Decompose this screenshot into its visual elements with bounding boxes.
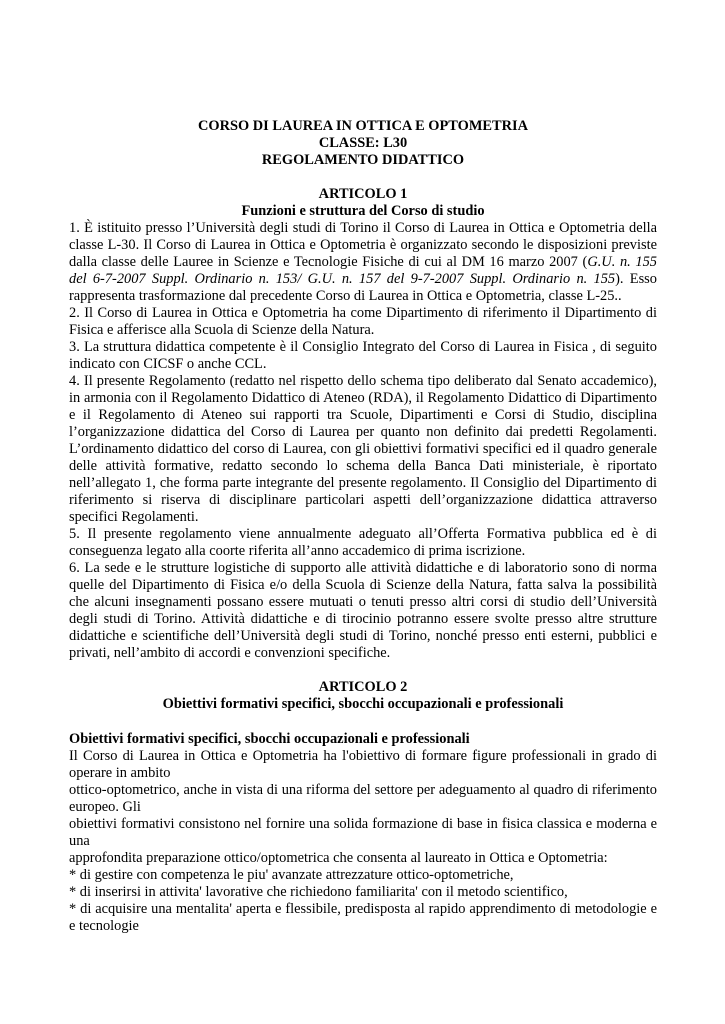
article-1-paragraph-5: 5. Il presente regolamento viene annualmente adeguato all’Offerta Formativa pubblica ed è di conseguenza legato alla coorte riferita all’anno accademico di prima iscrizione. xyxy=(69,526,657,559)
article-2-number: ARTICOLO 2 xyxy=(318,679,408,695)
document-page xyxy=(69,118,657,935)
article-1-paragraph-2: 2. Il Corso di Laurea in Ottica e Optometria ha come Dipartimento di riferimento il Dipartimento di Fisica e afferisce alla Scuola di Scienze della Natura. xyxy=(69,305,657,338)
article-1-paragraph-3: 3. La struttura didattica competente è il Consiglio Integrato del Corso di Laurea in Fisica , di seguito indicato con CICSF o anche CCL. xyxy=(69,339,657,372)
article-1-p1-citation: G.U. n. 155 del 6-7-2007 Suppl. Ordinario n. 153/ G.U. n. 157 del 9-7-2007 Suppl. Ordinario n. 155 xyxy=(69,254,657,287)
article-2-line-3: obiettivi formativi consistono nel fornire una solida formazione di base in fisica classica e moderna e una xyxy=(69,816,657,849)
article-2-bullet-2: * di inserirsi in attivita' lavorative che richiedono familiarita' con il metodo scientifico, xyxy=(69,884,568,900)
article-2-bullet-1: * di gestire con competenza le piu' avanzate attrezzature ottico-optometriche, xyxy=(69,867,514,883)
document-title: REGOLAMENTO DIDATTICO xyxy=(261,152,465,168)
article-2-subheading: Obiettivi formativi specifici, sbocchi occupazionali e professionali xyxy=(69,731,470,747)
article-1-title: Funzioni e struttura del Corso di studio xyxy=(241,203,485,219)
article-2-line-4: approfondita preparazione ottico/optometrica che consenta al laureato in Ottica e Optometria: xyxy=(69,850,608,866)
article-1-p1-text-a: 1. È istituito presso l’Università degli studi di Torino il Corso di Laurea in Ottica e Optometria della classe L-30. Il Corso di Laurea in Ottica e Optometria è organizzato secondo le disposizioni previste dalla classe delle Lauree in Scienze e Tecnologie Fisiche di cui al DM 16 marzo 2007 ( xyxy=(69,220,657,270)
article-2-line-1: Il Corso di Laurea in Ottica e Optometria ha l'obiettivo di formare figure professionali in grado di operare in ambito xyxy=(69,748,657,781)
article-2-title: Obiettivi formativi specifici, sbocchi occupazionali e professionali xyxy=(162,696,564,712)
article-2-line-2: ottico-optometrico, anche in vista di una riforma del settore per adeguamento al quadro di riferimento europeo. Gli xyxy=(69,782,657,815)
article-1-paragraph-4: 4. Il presente Regolamento (redatto nel rispetto dello schema tipo deliberato dal Senato accademico), in armonia con il Regolamento Didattico di Ateneo (RDA), il Regolamento Didattico di Dipartimento e il Regolamento di Ateneo sui rapporti tra Scuole, Dipartimenti e Corsi di Studio, disciplina l’organizzazione didattica del Corso di Laurea per quanto non definito dai predetti Regolamenti. L’ordinamento didattico del corso di Laurea, con gli obiettivi formativi specifici ed il quadro generale delle attività formative, redatto secondo lo schema della Banca Dati ministeriale, è riportato nell’allegato 1, che forma parte integrante del presente regolamento. Il Consiglio del Dipartimento di riferimento si riserva di disciplinare particolari aspetti dell’organizzazione didattica attraverso specifici Regolamenti. xyxy=(69,373,657,525)
article-1-paragraph-6: 6. La sede e le strutture logistiche di supporto alle attività didattiche e di laboratorio sono di norma quelle del Dipartimento di Fisica e/o della Scuola di Scienze della Natura, fatta salva la possibilità che alcuni insegnamenti possano essere mutuati o tenuti presso altri corsi di studio dell’Università degli studi di Torino. Attività didattiche e di tirocinio potranno essere svolte presso altre strutture didattiche e scientifiche dell’Università degli studi di Torino, nonché presso enti esterni, pubblici e privati, nell’ambito di accordi e convenzioni specifiche. xyxy=(69,560,657,661)
article-1-number: ARTICOLO 1 xyxy=(318,186,408,202)
course-class: CLASSE: L30 xyxy=(318,135,408,151)
article-1-p1-text-b: ). Esso rappresenta trasformazione dal precedente Corso di Laurea in Ottica e Optometria, classe L-25.. xyxy=(69,271,657,304)
course-title: CORSO DI LAUREA IN OTTICA E OPTOMETRIA xyxy=(198,118,528,134)
article-1-paragraph-1 xyxy=(69,220,657,305)
article-2-bullet-3: * di acquisire una mentalita' aperta e flessibile, predisposta al rapido apprendimento di metodologie e e tecnologie xyxy=(69,901,657,934)
